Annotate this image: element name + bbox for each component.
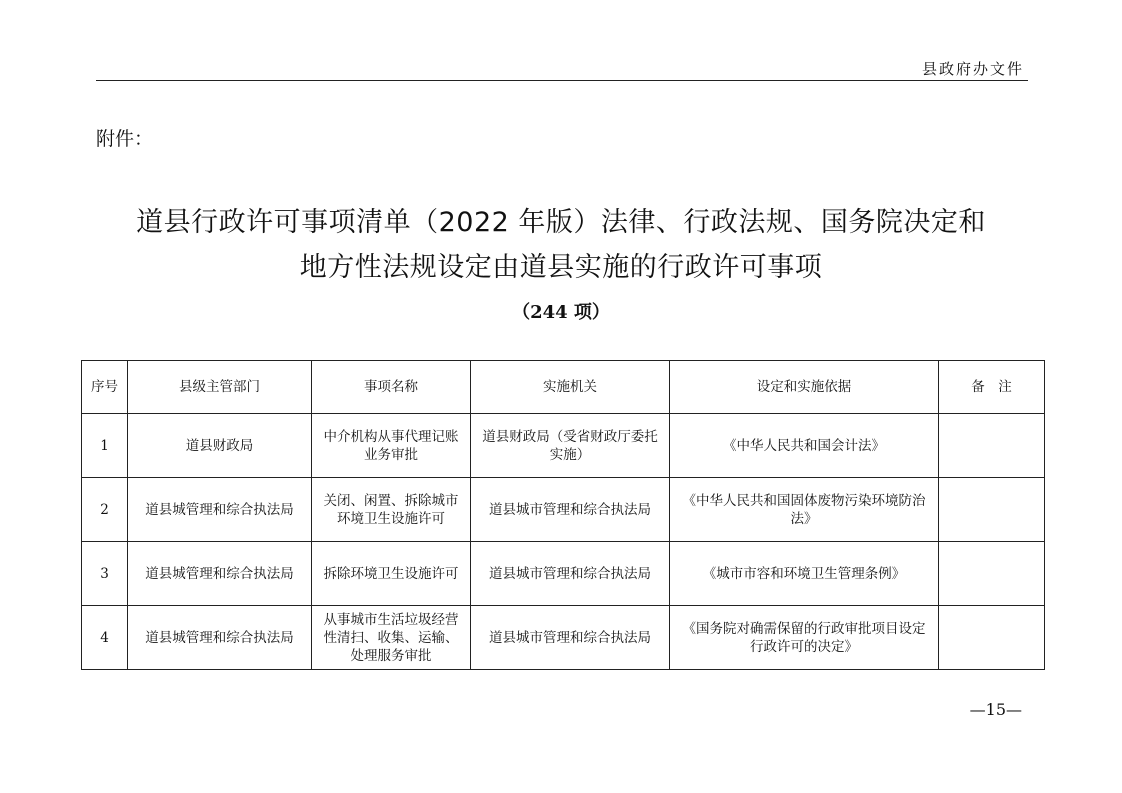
cell-basis: 《城市市容和环境卫生管理条例》: [670, 542, 939, 606]
cell-remark: [939, 478, 1045, 542]
cell-seq: 2: [82, 478, 128, 542]
attachment-label: 附件：: [96, 128, 154, 150]
cell-remark: [939, 414, 1045, 478]
table-row: [82, 606, 1045, 670]
header-remark: 备 注: [939, 361, 1045, 414]
document-title-line-1: 道县行政许可事项清单（2022 年版）法律、行政法规、国务院决定和: [136, 207, 986, 238]
cell-agency: 道县财政局（受省财政厅委托实施）: [471, 414, 670, 478]
cell-department: 道县财政局: [128, 414, 312, 478]
document-source-label: 县政府办文件: [921, 60, 1024, 78]
cell-item-name: 关闭、闲置、拆除城市环境卫生设施许可: [312, 478, 471, 542]
cell-seq: 1: [82, 414, 128, 478]
permit-items-table: [81, 360, 1045, 670]
document-title-line-2: 地方性法规设定由道县实施的行政许可事项: [299, 252, 823, 283]
cell-department: 道县城管理和综合执法局: [128, 606, 312, 670]
cell-agency: 道县城市管理和综合执法局: [471, 606, 670, 670]
table-row: [82, 542, 1045, 606]
table-row: [82, 414, 1045, 478]
cell-remark: [939, 606, 1045, 670]
cell-item-name: 拆除环境卫生设施许可: [312, 542, 471, 606]
cell-basis: 《中华人民共和国会计法》: [670, 414, 939, 478]
cell-department: 道县城管理和综合执法局: [128, 478, 312, 542]
cell-seq: 4: [82, 606, 128, 670]
cell-department: 道县城管理和综合执法局: [128, 542, 312, 606]
header-seq: 序号: [82, 361, 128, 414]
cell-basis: 《国务院对确需保留的行政审批项目设定行政许可的决定》: [670, 606, 939, 670]
cell-basis: 《中华人民共和国固体废物污染环境防治法》: [670, 478, 939, 542]
cell-agency: 道县城市管理和综合执法局: [471, 542, 670, 606]
header-basis: 设定和实施依据: [670, 361, 939, 414]
header-item-name: 事项名称: [312, 361, 471, 414]
cell-seq: 3: [82, 542, 128, 606]
cell-agency: 道县城市管理和综合执法局: [471, 478, 670, 542]
cell-item-name: 从事城市生活垃圾经营性清扫、收集、运输、处理服务审批: [312, 606, 471, 670]
cell-item-name: 中介机构从事代理记账业务审批: [312, 414, 471, 478]
table-row: [82, 478, 1045, 542]
header-divider: [96, 80, 1028, 81]
header-department: 县级主管部门: [128, 361, 312, 414]
cell-remark: [939, 542, 1045, 606]
table-header-row: [82, 361, 1045, 414]
page-number: —15—: [969, 700, 1022, 719]
item-count: （244 项）: [512, 302, 610, 323]
header-agency: 实施机关: [471, 361, 670, 414]
